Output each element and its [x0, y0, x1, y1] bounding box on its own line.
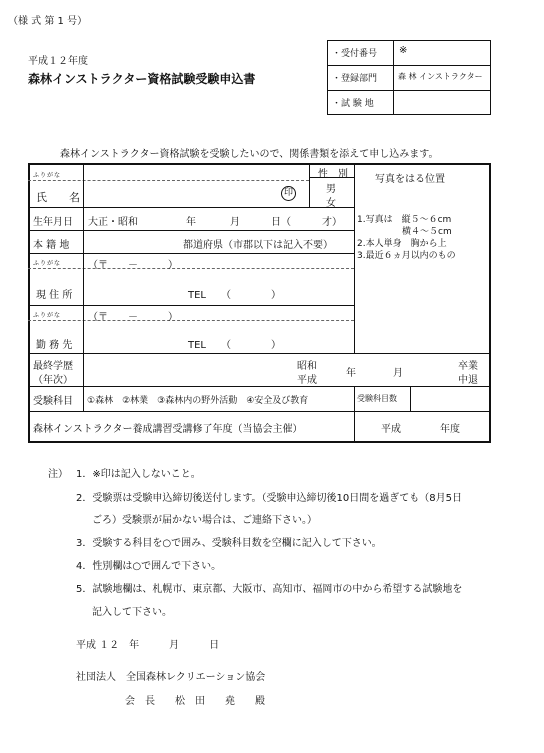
dob-month: 月: [230, 217, 240, 228]
note-2: 2．受験票は受験申込締切後送付します。（受験申込締切後10日間を過ぎても（8月5日: [76, 493, 463, 504]
note-3: 3．受験する科目を○で囲み、受験科目数を空欄に記入して下さい。: [76, 538, 382, 549]
course-label: 森林インストラクター養成講習受講修了年度（当協会主催）: [33, 424, 303, 435]
note-5: 5．試験地欄は、札幌市、東京都、大阪市、高知市、福岡市の中から希望する試験地を: [76, 584, 463, 595]
education-heisei[interactable]: 平成: [297, 375, 317, 386]
dob-era[interactable]: 大正・昭和: [88, 217, 138, 228]
education-sub-label: （年次）: [33, 375, 73, 386]
honseki-label: 本 籍 地: [33, 240, 70, 251]
division-label: ・登録部門: [332, 74, 378, 84]
receipt-number-value: ※: [399, 45, 408, 56]
education-month: 月: [393, 368, 403, 379]
dob-day: 日（: [271, 217, 291, 228]
division-value: 森 林 インストラクター: [398, 72, 483, 81]
photo-note-1: 1.写真は 縦５～６cm: [357, 215, 452, 225]
education-dropout[interactable]: 中退: [458, 375, 478, 386]
address-postal[interactable]: （〒 － ）: [88, 260, 178, 271]
subjects-options[interactable]: ①森林 ②林業 ③森林内の野外活動 ④安全及び教育: [87, 396, 309, 406]
note-5-cont: 記入して下さい。: [92, 607, 172, 618]
subject-count-field[interactable]: [412, 388, 488, 409]
intro-text: 森林インストラクター資格試験を受験したいので、関係書類を添えて申し込みます。: [60, 149, 439, 160]
subject-count-label: 受験科目数: [357, 394, 397, 403]
name-label: 氏 名: [36, 191, 80, 204]
address-furigana-label: ふりがな: [33, 260, 62, 267]
dob-age: 才）: [322, 217, 342, 228]
work-postal[interactable]: （〒 － ）: [88, 312, 178, 323]
notes-prefix: 注）: [48, 469, 68, 480]
seal-mark: 印: [281, 186, 296, 201]
fiscal-year: 平成１２年度: [28, 56, 88, 67]
receipt-number-label: ・受付番号: [332, 49, 378, 59]
sex-female-option[interactable]: 女: [326, 198, 336, 209]
work-furigana-label: ふりがな: [33, 312, 62, 319]
dob-year: 年: [186, 217, 196, 228]
address-label: 現 住 所: [36, 290, 73, 301]
subjects-label: 受験科目: [33, 396, 73, 407]
photo-note-3: 2.本人単身 胸から上: [357, 239, 447, 249]
note-4: 4．性別欄は○で囲んで下さい。: [76, 561, 222, 572]
course-year: 年度: [440, 424, 460, 435]
sex-label: 性 別: [318, 169, 348, 180]
photo-title: 写真をはる位置: [375, 174, 445, 185]
photo-note-4: 3.最近６ヵ月以内のもの: [357, 251, 456, 261]
form-number: （様 式 第 1 号）: [8, 16, 88, 27]
note-2-cont: ごろ）受験票が届かない場合は、ご連絡下さい。）: [92, 515, 317, 526]
work-tel[interactable]: TEL （ ）: [188, 340, 281, 351]
education-year: 年: [346, 368, 356, 379]
page-title: 森林インストラクター資格試験受験申込書: [28, 72, 256, 86]
address-tel[interactable]: TEL （ ）: [188, 290, 281, 301]
education-graduated[interactable]: 卒業: [458, 361, 478, 372]
work-label: 勤 務 先: [36, 340, 73, 351]
education-showa[interactable]: 昭和: [297, 361, 317, 372]
education-label: 最終学歴: [33, 361, 73, 372]
sex-male-option[interactable]: 男: [326, 184, 336, 195]
exam-site-label: ・試 験 地: [332, 99, 374, 109]
name-field[interactable]: [89, 181, 277, 205]
furigana-label: ふりがな: [33, 172, 62, 179]
organization-name: 社団法人 全国森林レクリエーション協会: [76, 672, 266, 683]
application-date[interactable]: 平成 １２ 年 月 日: [76, 640, 220, 651]
dob-label: 生年月日: [33, 217, 73, 228]
addressee: 会 長 松 田 堯 殿: [125, 696, 265, 707]
photo-note-2: 横４～５cm: [357, 227, 452, 237]
honseki-note: 都道府県（市郡以下は記入不要）: [183, 240, 333, 251]
course-era: 平成: [381, 424, 401, 435]
note-1: 1．※印は記入しないこと。: [76, 469, 201, 480]
